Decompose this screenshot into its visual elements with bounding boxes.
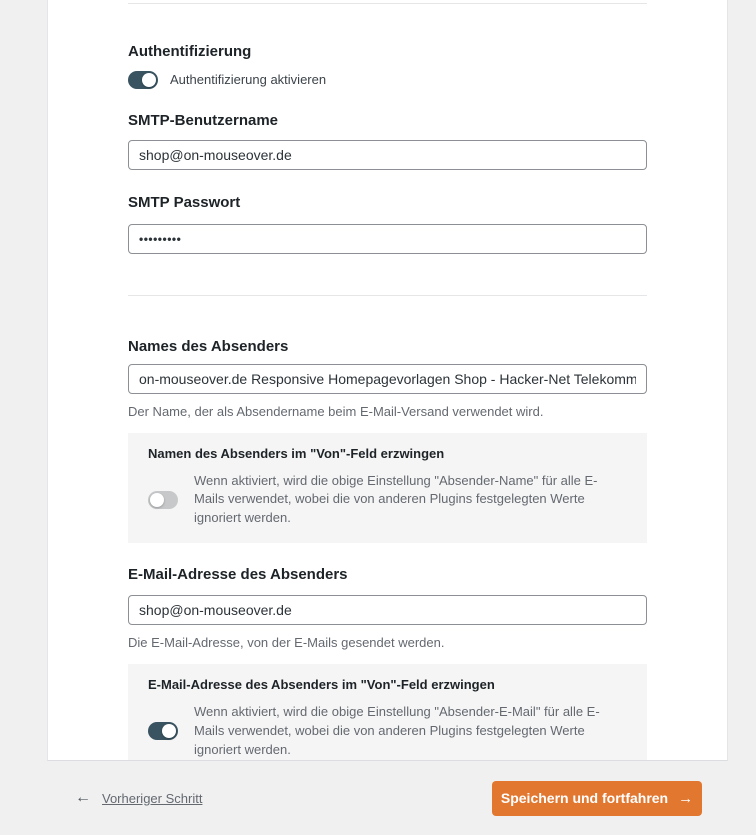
force-from-name-description: Wenn aktiviert, wird die obige Einstellung "Absender-Name" für alle E-Mails verwendet, wobei die von anderen Plugins festgelegten Werte ignoriert werden. [194,472,598,526]
save-and-continue-label: Speichern und fortfahren [500,790,669,806]
from-name-input[interactable] [128,364,647,394]
authentication-toggle-row [128,71,647,89]
arrow-right-icon: → [678,789,694,807]
from-email-heading: E-Mail-Adresse des Absenders [128,566,348,584]
force-from-name-title: Namen des Absenders im "Von"-Feld erzwingen [148,445,445,461]
force-from-email-row [148,703,627,760]
arrow-left-icon: ← [75,789,91,806]
authentication-toggle[interactable] [128,71,158,89]
force-from-email-toggle[interactable] [148,722,178,740]
force-from-email-box [128,664,647,761]
smtp-password-input[interactable] [128,224,647,254]
from-name-helper: Der Name, der als Absendername beim E-Mail-Versand verwendet wird. [128,404,544,419]
from-email-input[interactable] [128,595,647,625]
from-email-helper: Die E-Mail-Adresse, von der E-Mails gesendet werden. [128,634,445,650]
toggle-knob [150,493,164,507]
smtp-username-heading: SMTP-Benutzername [128,111,279,129]
force-from-name-toggle[interactable] [148,491,178,509]
top-divider [128,3,647,4]
save-and-continue-button[interactable] [492,781,702,816]
previous-step-link[interactable] [75,790,202,806]
authentication-toggle-label: Authentifizierung aktivieren [170,72,327,87]
authentication-heading: Authentifizierung [128,43,252,60]
from-name-heading: Names des Absenders [128,337,289,355]
settings-card [47,0,728,761]
force-from-name-row [148,472,627,529]
previous-step-label: Vorheriger Schritt [102,790,203,806]
force-from-email-description: Wenn aktiviert, wird die obige Einstellung "Absender-E-Mail" für alle E-Mails verwendet, wobei die von anderen Plugins festgelegten Werte ignoriert werden. [194,704,600,757]
toggle-knob [162,724,176,738]
toggle-knob [142,73,156,87]
section-divider [128,295,647,296]
wizard-footer [0,761,756,835]
force-from-name-box [128,433,647,544]
smtp-username-input[interactable] [128,140,647,170]
smtp-password-heading: SMTP Passwort [128,194,241,211]
force-from-email-title: E-Mail-Adresse des Absenders im "Von"-Feld erzwingen [148,677,495,693]
